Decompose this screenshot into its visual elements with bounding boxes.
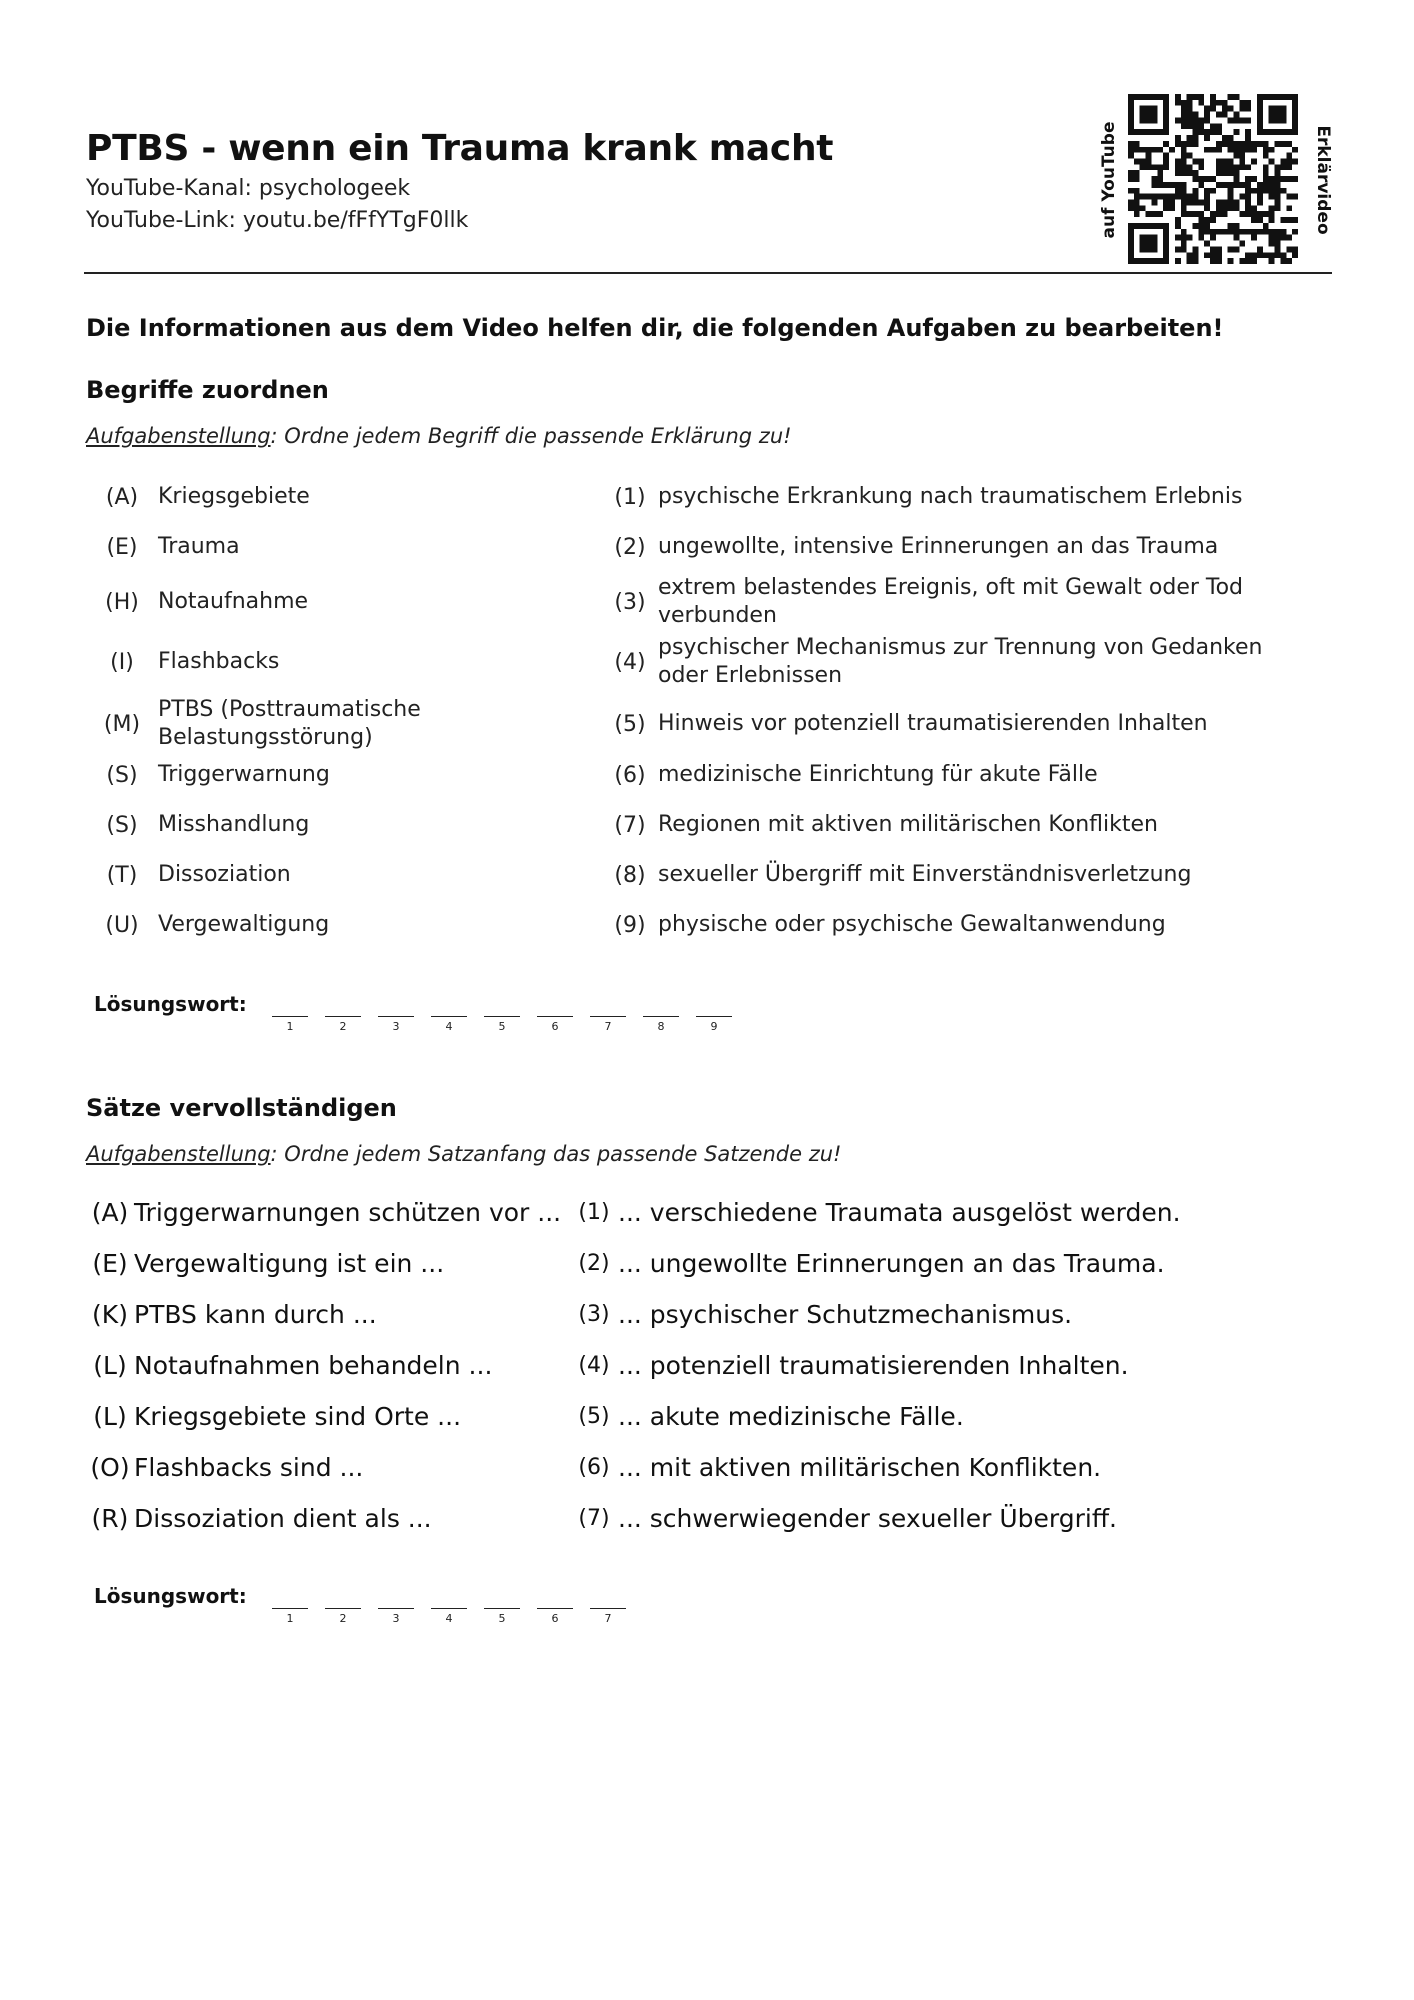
solution-blank[interactable] xyxy=(325,1608,361,1609)
definition-number: (4) xyxy=(614,649,646,675)
definition-text: sexueller Übergriff mit Einverständnisverletzung xyxy=(658,862,1192,887)
section1-task: Aufgabenstellung: Ordne jedem Begriff die passende Erklärung zu! xyxy=(86,424,792,448)
match-row xyxy=(0,524,1414,570)
sentence-end-number: (7) xyxy=(578,1505,610,1531)
solution-blank-number: 6 xyxy=(551,1020,559,1033)
match-row xyxy=(0,634,1414,690)
solution-blank-number: 9 xyxy=(710,1020,718,1033)
qr-code-block xyxy=(1096,92,1336,268)
definition-number: (7) xyxy=(614,812,646,838)
sentence-end-text: ... schwerwiegender sexueller Übergriff. xyxy=(618,1503,1117,1533)
sentence-row xyxy=(0,1394,1414,1438)
youtube-link[interactable]: YouTube-Link: youtu.be/fFfYTgF0llk xyxy=(86,208,469,233)
page-title: PTBS - wenn ein Trauma krank macht xyxy=(86,128,834,169)
intro-text: Die Informationen aus dem Video helfen dir, die folgenden Aufgaben zu bearbeiten! xyxy=(86,314,1224,342)
term-text: Kriegsgebiete xyxy=(158,484,310,509)
match-row xyxy=(0,694,1414,754)
sentence-end-number: (6) xyxy=(578,1454,610,1480)
sentence-row xyxy=(0,1190,1414,1234)
sentence-start-key: (L) xyxy=(93,1350,127,1380)
definition-number: (1) xyxy=(614,484,646,510)
solution-blank[interactable] xyxy=(431,1016,467,1017)
term-key: (A) xyxy=(105,484,139,510)
definition-number: (8) xyxy=(614,862,646,888)
solution-blank-number: 4 xyxy=(445,1020,453,1033)
sentence-start-text: Triggerwarnungen schützen vor ... xyxy=(134,1197,562,1227)
solution-blank-number: 3 xyxy=(392,1020,400,1033)
sentence-start-text: Flashbacks sind ... xyxy=(134,1452,364,1482)
solution-blank[interactable] xyxy=(537,1608,573,1609)
solution-blank[interactable] xyxy=(484,1608,520,1609)
solution-blank[interactable] xyxy=(537,1016,573,1017)
definition-text: medizinische Einrichtung für akute Fälle xyxy=(658,762,1098,787)
term-key: (U) xyxy=(105,912,139,938)
solution-blank[interactable] xyxy=(696,1016,732,1017)
solution-blank[interactable] xyxy=(325,1016,361,1017)
solution-blank-number: 8 xyxy=(657,1020,665,1033)
solution-blank[interactable] xyxy=(272,1016,308,1017)
solution-blank-number: 2 xyxy=(339,1612,347,1625)
sentence-end-text: ... akute medizinische Fälle. xyxy=(618,1401,964,1431)
definition-text: Hinweis vor potenziell traumatisierenden Inhalten xyxy=(658,711,1208,736)
solution-blank-number: 7 xyxy=(604,1020,612,1033)
solution-blank[interactable] xyxy=(590,1608,626,1609)
definition-number: (5) xyxy=(614,711,646,737)
sentence-start-key: (R) xyxy=(91,1503,129,1533)
sentence-start-text: Notaufnahmen behandeln ... xyxy=(134,1350,493,1380)
sentence-row xyxy=(0,1343,1414,1387)
solution-blank[interactable] xyxy=(272,1608,308,1609)
definition-text: psychischer Mechanismus zur Trennung von Gedanken oder Erlebnissen xyxy=(658,635,1263,688)
sentence-end-number: (2) xyxy=(578,1250,610,1276)
sentence-start-text: Vergewaltigung ist ein ... xyxy=(134,1248,445,1278)
sentence-end-text: ... verschiedene Traumata ausgelöst werden. xyxy=(618,1197,1181,1227)
match-row xyxy=(0,802,1414,848)
sentence-end-number: (4) xyxy=(578,1352,610,1378)
term-text: Dissoziation xyxy=(158,862,291,887)
header-divider xyxy=(84,272,1332,274)
match-row xyxy=(0,474,1414,520)
sentence-end-text: ... potenziell traumatisierenden Inhalten. xyxy=(618,1350,1129,1380)
sentence-start-text: Kriegsgebiete sind Orte ... xyxy=(134,1401,462,1431)
match-row xyxy=(0,852,1414,898)
definition-number: (3) xyxy=(614,589,646,615)
sentence-row xyxy=(0,1445,1414,1489)
sentence-end-text: ... psychischer Schutzmechanismus. xyxy=(618,1299,1073,1329)
solution-blank-number: 5 xyxy=(498,1612,506,1625)
match-row xyxy=(0,574,1414,630)
sentence-start-key: (A) xyxy=(91,1197,129,1227)
sentence-row xyxy=(0,1241,1414,1285)
term-text: Trauma xyxy=(158,534,240,559)
qr-right-label: Erklärvideo xyxy=(1313,125,1333,235)
sentence-start-key: (L) xyxy=(93,1401,127,1431)
solution-blank[interactable] xyxy=(431,1608,467,1609)
term-text: Misshandlung xyxy=(158,812,310,837)
sentence-row xyxy=(0,1292,1414,1336)
solution-blank[interactable] xyxy=(484,1016,520,1017)
definition-text: extrem belastendes Ereignis, oft mit Gewalt oder Tod verbunden xyxy=(658,575,1244,628)
solution-blank[interactable] xyxy=(590,1016,626,1017)
section2-solution-label: Lösungswort: xyxy=(94,1584,247,1608)
sentence-start-text: Dissoziation dient als ... xyxy=(134,1503,432,1533)
term-text: Flashbacks xyxy=(158,649,280,674)
term-key: (I) xyxy=(110,649,134,675)
sentence-start-key: (E) xyxy=(92,1248,128,1278)
term-key: (M) xyxy=(103,711,141,737)
qr-left-label: auf YouTube xyxy=(1099,121,1119,239)
solution-blank-number: 3 xyxy=(392,1612,400,1625)
match-row xyxy=(0,902,1414,948)
solution-blank-number: 4 xyxy=(445,1612,453,1625)
solution-blank-number: 6 xyxy=(551,1612,559,1625)
solution-blank-number: 7 xyxy=(604,1612,612,1625)
term-key: (E) xyxy=(106,534,138,560)
section2-task: Aufgabenstellung: Ordne jedem Satzanfang das passende Satzende zu! xyxy=(86,1142,842,1166)
definition-number: (6) xyxy=(614,762,646,788)
term-text: Vergewaltigung xyxy=(158,912,330,937)
sentence-start-text: PTBS kann durch ... xyxy=(134,1299,377,1329)
sentence-end-text: ... ungewollte Erinnerungen an das Trauma. xyxy=(618,1248,1165,1278)
solution-blank[interactable] xyxy=(643,1016,679,1017)
solution-blank-number: 1 xyxy=(286,1612,294,1625)
solution-blank-number: 5 xyxy=(498,1020,506,1033)
term-text: PTBS (Posttraumatische Belastungsstörung) xyxy=(158,697,421,750)
section2-heading: Sätze vervollständigen xyxy=(86,1094,397,1122)
term-text: Notaufnahme xyxy=(158,589,309,614)
sentence-start-key: (O) xyxy=(90,1452,130,1482)
definition-text: Regionen mit aktiven militärischen Konflikten xyxy=(658,812,1158,837)
sentence-end-number: (3) xyxy=(578,1301,610,1327)
sentence-row xyxy=(0,1496,1414,1540)
sentence-end-number: (5) xyxy=(578,1403,610,1429)
section1-solution-label: Lösungswort: xyxy=(94,992,247,1016)
solution-blank-number: 1 xyxy=(286,1020,294,1033)
term-text: Triggerwarnung xyxy=(158,762,330,787)
definition-text: physische oder psychische Gewaltanwendung xyxy=(658,912,1166,937)
sentence-end-text: ... mit aktiven militärischen Konflikten. xyxy=(618,1452,1102,1482)
match-row xyxy=(0,752,1414,798)
definition-text: psychische Erkrankung nach traumatischem Erlebnis xyxy=(658,484,1243,509)
solution-blank[interactable] xyxy=(378,1016,414,1017)
youtube-channel: YouTube-Kanal: psychologeek xyxy=(86,176,411,201)
term-key: (S) xyxy=(106,812,138,838)
sentence-start-key: (K) xyxy=(92,1299,128,1329)
qr-code-icon[interactable] xyxy=(1128,94,1298,264)
solution-blank[interactable] xyxy=(378,1608,414,1609)
term-key: (S) xyxy=(106,762,138,788)
term-key: (H) xyxy=(105,589,139,615)
section1-heading: Begriffe zuordnen xyxy=(86,376,329,404)
definition-number: (9) xyxy=(614,912,646,938)
term-key: (T) xyxy=(106,862,138,888)
sentence-end-number: (1) xyxy=(578,1199,610,1225)
definition-text: ungewollte, intensive Erinnerungen an das Trauma xyxy=(658,534,1219,559)
definition-number: (2) xyxy=(614,534,646,560)
solution-blank-number: 2 xyxy=(339,1020,347,1033)
